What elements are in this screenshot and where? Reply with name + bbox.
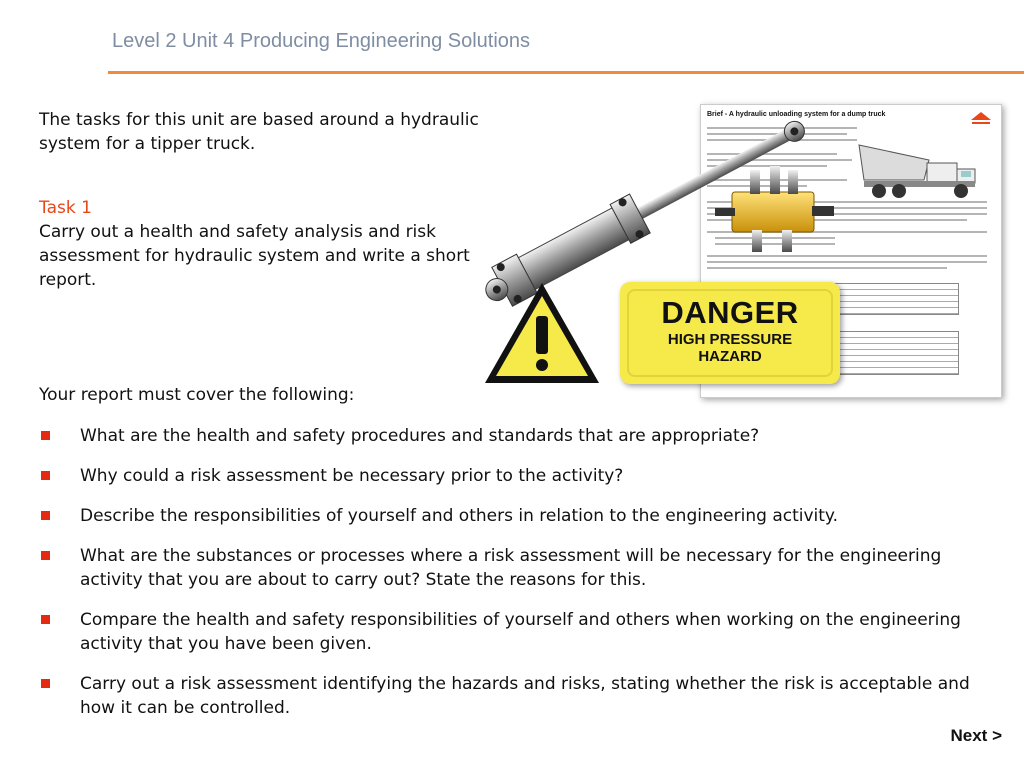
brief-document-title: Brief - A hydraulic unloading system for a dump truck bbox=[707, 111, 886, 118]
brief-logo-icon bbox=[969, 111, 993, 129]
list-item bbox=[39, 424, 999, 448]
list-item-text: Compare the health and safety responsibilities of yourself and others when working on the engineering activity that you have been given. bbox=[80, 610, 961, 654]
dump-truck-icon bbox=[849, 135, 989, 205]
hydraulic-illustration bbox=[470, 100, 1024, 400]
list-item-text: Carry out a risk assessment identifying the hazards and risks, stating whether the risk is acceptable and how it can be controlled. bbox=[80, 674, 970, 718]
danger-sign bbox=[620, 282, 840, 384]
valve-block-icon bbox=[715, 166, 834, 252]
task-heading: Task 1 bbox=[39, 198, 92, 218]
danger-sign-line2: HAZARD bbox=[698, 348, 762, 365]
header-divider bbox=[108, 71, 1024, 74]
slide-title: Level 2 Unit 4 Producing Engineering Solutions bbox=[112, 30, 531, 52]
list-item bbox=[39, 464, 999, 488]
bullet-square-icon bbox=[41, 431, 50, 440]
warning-triangle-icon bbox=[482, 280, 602, 386]
bullet-square-icon bbox=[41, 551, 50, 560]
list-item bbox=[39, 504, 999, 528]
intro-text: The tasks for this unit are based around a hydraulic system for a tipper truck. bbox=[39, 110, 479, 154]
task-description: Carry out a health and safety analysis and risk assessment for hydraulic system and write a short report. bbox=[39, 222, 470, 290]
report-cover-text: Your report must cover the following: bbox=[39, 385, 355, 405]
list-item-text: What are the health and safety procedures and standards that are appropriate? bbox=[80, 426, 760, 446]
bullet-square-icon bbox=[41, 471, 50, 480]
bullet-square-icon bbox=[41, 679, 50, 688]
list-item-text: Why could a risk assessment be necessary prior to the activity? bbox=[80, 466, 624, 486]
danger-sign-title: DANGER bbox=[661, 295, 799, 330]
list-item-text: Describe the responsibilities of yourself and others in relation to the engineering activity. bbox=[80, 506, 838, 526]
danger-sign-line1: HIGH PRESSURE bbox=[667, 331, 793, 348]
list-item bbox=[39, 672, 999, 720]
report-requirements-list bbox=[39, 424, 999, 736]
list-item bbox=[39, 544, 999, 592]
bullet-square-icon bbox=[41, 511, 50, 520]
list-item bbox=[39, 608, 999, 656]
task-block bbox=[39, 196, 479, 292]
next-button[interactable]: Next > bbox=[950, 726, 1002, 745]
list-item-text: What are the substances or processes where a risk assessment will be necessary for the engineering activity that you are about to carry out? State the reasons for this. bbox=[80, 546, 942, 590]
bullet-square-icon bbox=[41, 615, 50, 624]
